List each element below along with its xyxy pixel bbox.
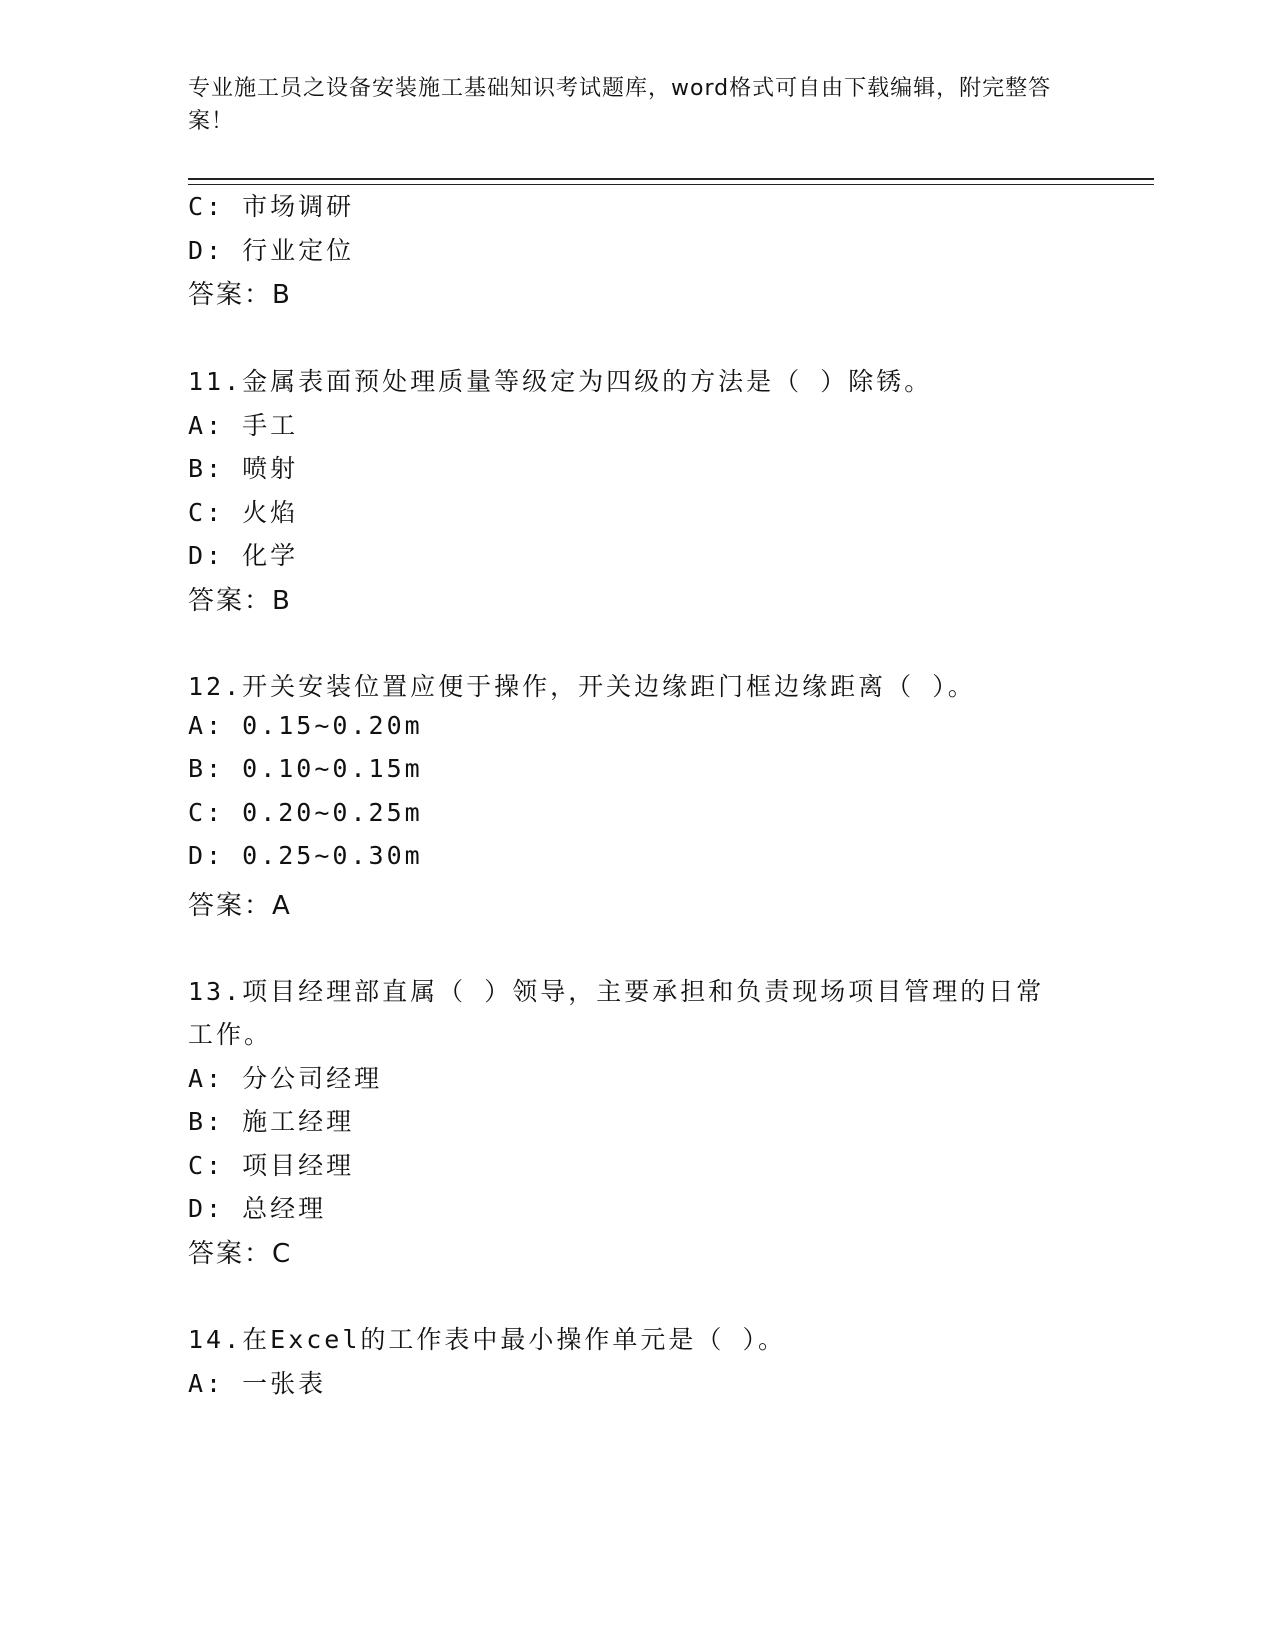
question-line: 14.在Excel的工作表中最小操作单元是（ ）。 (188, 1325, 786, 1354)
option-line: C: 火焰 (188, 498, 299, 527)
question-line: 12.开关安装位置应便于操作，开关边缘距门框边缘距离（ ）。 (188, 672, 976, 701)
answer-line: 答案：C (188, 1239, 293, 1269)
option-line: D: 行业定位 (188, 236, 355, 265)
document-header: 专业施工员之设备安装施工基础知识考试题库，word格式可自由下载编辑，附完整答案！ (188, 76, 1052, 134)
option-line: B: 0.10~0.15m (188, 754, 423, 783)
option-line: A: 分公司经理 (188, 1064, 383, 1093)
header-divider-thick (188, 178, 1154, 180)
option-line: C: 项目经理 (188, 1151, 355, 1180)
question-line: 13.项目经理部直属（ ）领导，主要承担和负责现场项目管理的日常 (188, 977, 1045, 1006)
option-line: D: 化学 (188, 541, 299, 570)
option-line: A: 0.15~0.20m (188, 711, 423, 740)
option-line: A: 手工 (188, 411, 299, 440)
header-divider-thin (188, 184, 1154, 185)
option-line: B: 施工经理 (188, 1107, 355, 1136)
option-line: B: 喷射 (188, 454, 299, 483)
question-line-continued: 工作。 (188, 1020, 273, 1049)
question-line: 11.金属表面预处理质量等级定为四级的方法是（ ）除锈。 (188, 367, 933, 396)
option-line: C: 市场调研 (188, 192, 355, 221)
answer-line: 答案：B (188, 586, 292, 616)
answer-line: 答案：A (188, 891, 292, 921)
option-line: C: 0.20~0.25m (188, 798, 423, 827)
option-line: A: 一张表 (188, 1369, 327, 1398)
option-line: D: 总经理 (188, 1194, 327, 1223)
option-line: D: 0.25~0.30m (188, 841, 423, 870)
answer-line: 答案：B (188, 280, 292, 310)
